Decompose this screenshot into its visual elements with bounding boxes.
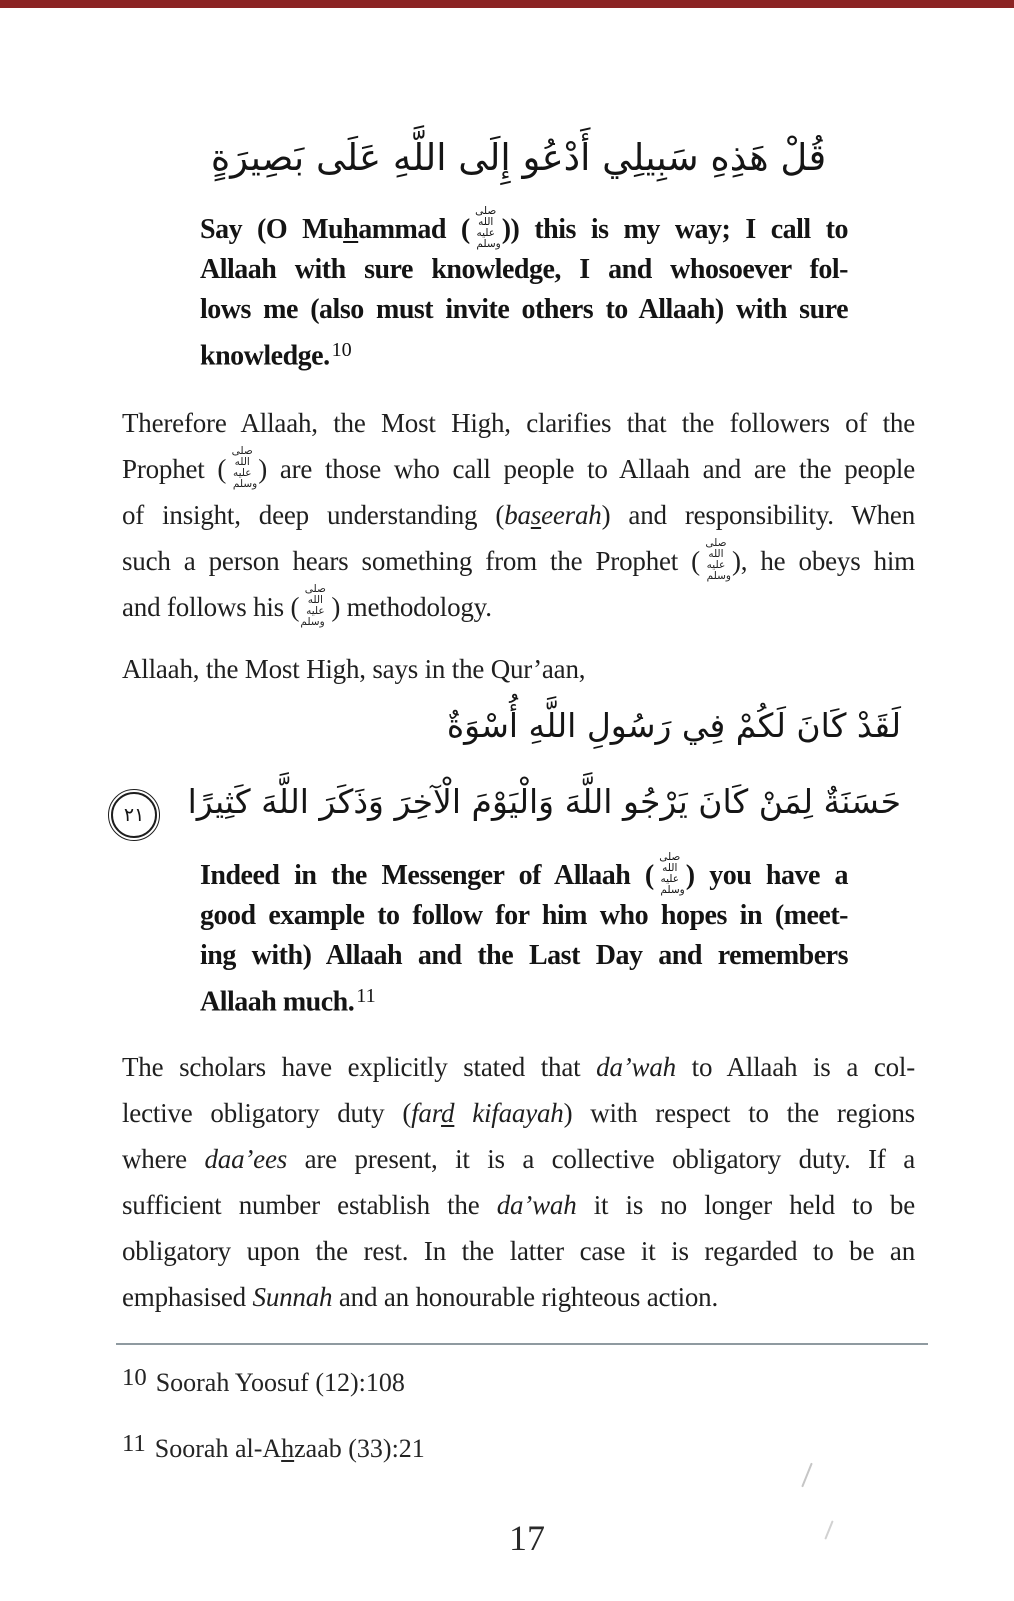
quran-verse-arabic-ahzaab: [122, 688, 915, 840]
text-segment: ) with respect to the regions: [563, 1098, 915, 1128]
text-segment: where: [122, 1144, 205, 1174]
body-line: [122, 1090, 915, 1136]
page-number: 17: [509, 1518, 545, 1558]
translation-line: [200, 330, 848, 376]
body-line: [122, 1044, 915, 1090]
text-segment: Soorah Yoosuf (12):108: [155, 1367, 405, 1397]
text-segment: s: [530, 500, 542, 531]
body-line: [122, 1136, 915, 1182]
text-segment: h: [343, 214, 359, 246]
translation-line: [200, 936, 848, 976]
text-segment: good example to follow for him who hopes in (meet-: [200, 900, 848, 932]
footnote-ref: 11: [356, 985, 376, 1008]
text-segment: Soorah al-A: [154, 1433, 282, 1463]
text-segment: ) methodology.: [331, 592, 492, 623]
text-segment: kifaayah: [454, 1098, 564, 1128]
saw-symbol: صلى الله عليه وسلم: [659, 851, 685, 897]
translation-line: [200, 250, 848, 290]
body-paragraph-2: [122, 1044, 915, 1320]
text-segment: daa’ees: [204, 1144, 288, 1174]
text-segment: far: [411, 1098, 442, 1128]
body-line: [122, 538, 915, 584]
text-segment: Allaah much.: [200, 986, 355, 1018]
text-segment: to Allaah is a col-: [675, 1052, 915, 1082]
saw-symbol: صلى الله عليه وسلم: [705, 537, 731, 583]
translation-line: [200, 206, 848, 250]
footnote-marker: 10: [122, 1364, 147, 1391]
body-line: [122, 1228, 915, 1274]
body-line: [122, 492, 915, 538]
text-segment: emphasised: [122, 1282, 253, 1312]
verse-translation-block-1: [200, 206, 848, 377]
text-segment: are present, it is a collective obligatory duty. If a: [287, 1144, 915, 1174]
body-line: [122, 1274, 915, 1320]
text-segment: Sunnah: [252, 1282, 333, 1312]
text-segment: sufficient number establish the: [122, 1190, 497, 1220]
footnote-divider: [116, 1343, 928, 1345]
text-segment: lows me (also must invite others to Allaah) with sure: [200, 294, 848, 326]
text-segment: knowledge.: [200, 340, 330, 372]
text-segment: h: [281, 1433, 295, 1463]
scan-artifact: [801, 1463, 813, 1488]
footnote-marker: 11: [122, 1430, 146, 1457]
text-segment: and an honourable righteous action.: [332, 1282, 719, 1312]
body-line: [122, 400, 915, 446]
text-segment: d: [441, 1098, 455, 1128]
text-segment: ) you have a: [685, 860, 848, 892]
text-segment: Allaah, the Most High, says in the Qur’aan,: [122, 654, 586, 684]
text-segment: lective obligatory duty (: [122, 1098, 412, 1128]
text-segment: Prophet (: [122, 454, 227, 485]
body-line: [122, 446, 915, 492]
verse-number-medallion: ٢١: [111, 792, 157, 838]
footnote-text: [155, 1434, 425, 1463]
translation-line: [200, 896, 848, 936]
text-segment: eerah: [541, 500, 602, 531]
footnote-text: [156, 1368, 405, 1397]
text-segment: Say (O Mu: [200, 214, 344, 246]
text-segment: Indeed in the Messenger of Allaah (: [200, 860, 654, 892]
text-segment: of insight, deep understanding (: [122, 500, 505, 531]
arabic-line: لَقَدْ كَانَ لَكُمْ فِي رَسُولِ اللَّهِ أُسْوَةٌ: [446, 706, 901, 745]
text-segment: it is no longer held to be: [576, 1190, 915, 1220]
text-segment: da’wah: [496, 1190, 577, 1220]
footnote-ref: 10: [331, 339, 352, 362]
text-segment: ing with) Allaah and the Last Day and remembers: [200, 940, 848, 972]
body-paragraph-1: [122, 400, 915, 630]
footnote-10: [122, 1362, 915, 1399]
translation-line: [200, 852, 848, 896]
arabic-text: حَسَنَةٌ لِمَنْ كَانَ يَرْجُو اللَّهَ وَالْيَوْمَ الْآخِرَ وَذَكَرَ اللَّهَ كَثِيرًا: [187, 782, 901, 821]
body-line: [122, 1182, 915, 1228]
text-segment: ammad (: [358, 214, 470, 246]
text-segment: Allaah with sure knowledge, I and whosoever fol-: [200, 254, 848, 286]
body-line: [122, 584, 915, 630]
text-segment: ) are those who call people to Allaah and are the people: [258, 454, 916, 485]
saw-symbol: صلى الله عليه وسلم: [231, 445, 258, 491]
text-segment: zaab (33):21: [294, 1433, 425, 1463]
translation-line: [200, 290, 848, 330]
scan-edge-bar: [0, 0, 1014, 8]
text-segment: ba: [504, 500, 531, 531]
text-segment: obligatory upon the rest. In the latter case it is regarded to be an: [122, 1236, 915, 1266]
text-segment: ) and responsibility. When: [601, 500, 916, 531]
verse-translation-block-2: [200, 852, 848, 1023]
quran-verse-arabic-yusuf: قُلْ هَذِهِ سَبِيلِي أَدْعُو إِلَى اللَّهِ عَلَى بَصِيرَةٍ: [210, 136, 827, 179]
translation-line: [200, 976, 848, 1022]
text-segment: such a person hears something from the Prophet (: [122, 546, 700, 577]
intro-line: [122, 646, 915, 692]
text-segment: Therefore Allaah, the Most High, clarifies that the followers of the: [122, 408, 915, 438]
body-line: [122, 646, 915, 692]
text-segment: and follows his (: [122, 592, 300, 623]
text-segment: da’wah: [596, 1052, 676, 1082]
saw-symbol: صلى الله عليه وسلم: [475, 205, 501, 251]
footnote-11: [122, 1428, 915, 1465]
saw-symbol: صلى الله عليه وسلم: [300, 583, 326, 629]
text-segment: The scholars have explicitly stated that: [122, 1052, 597, 1082]
text-segment: ), he obeys him: [731, 546, 915, 577]
text-segment: )) this is my way; I call to: [501, 214, 848, 246]
arabic-line: [122, 764, 901, 840]
